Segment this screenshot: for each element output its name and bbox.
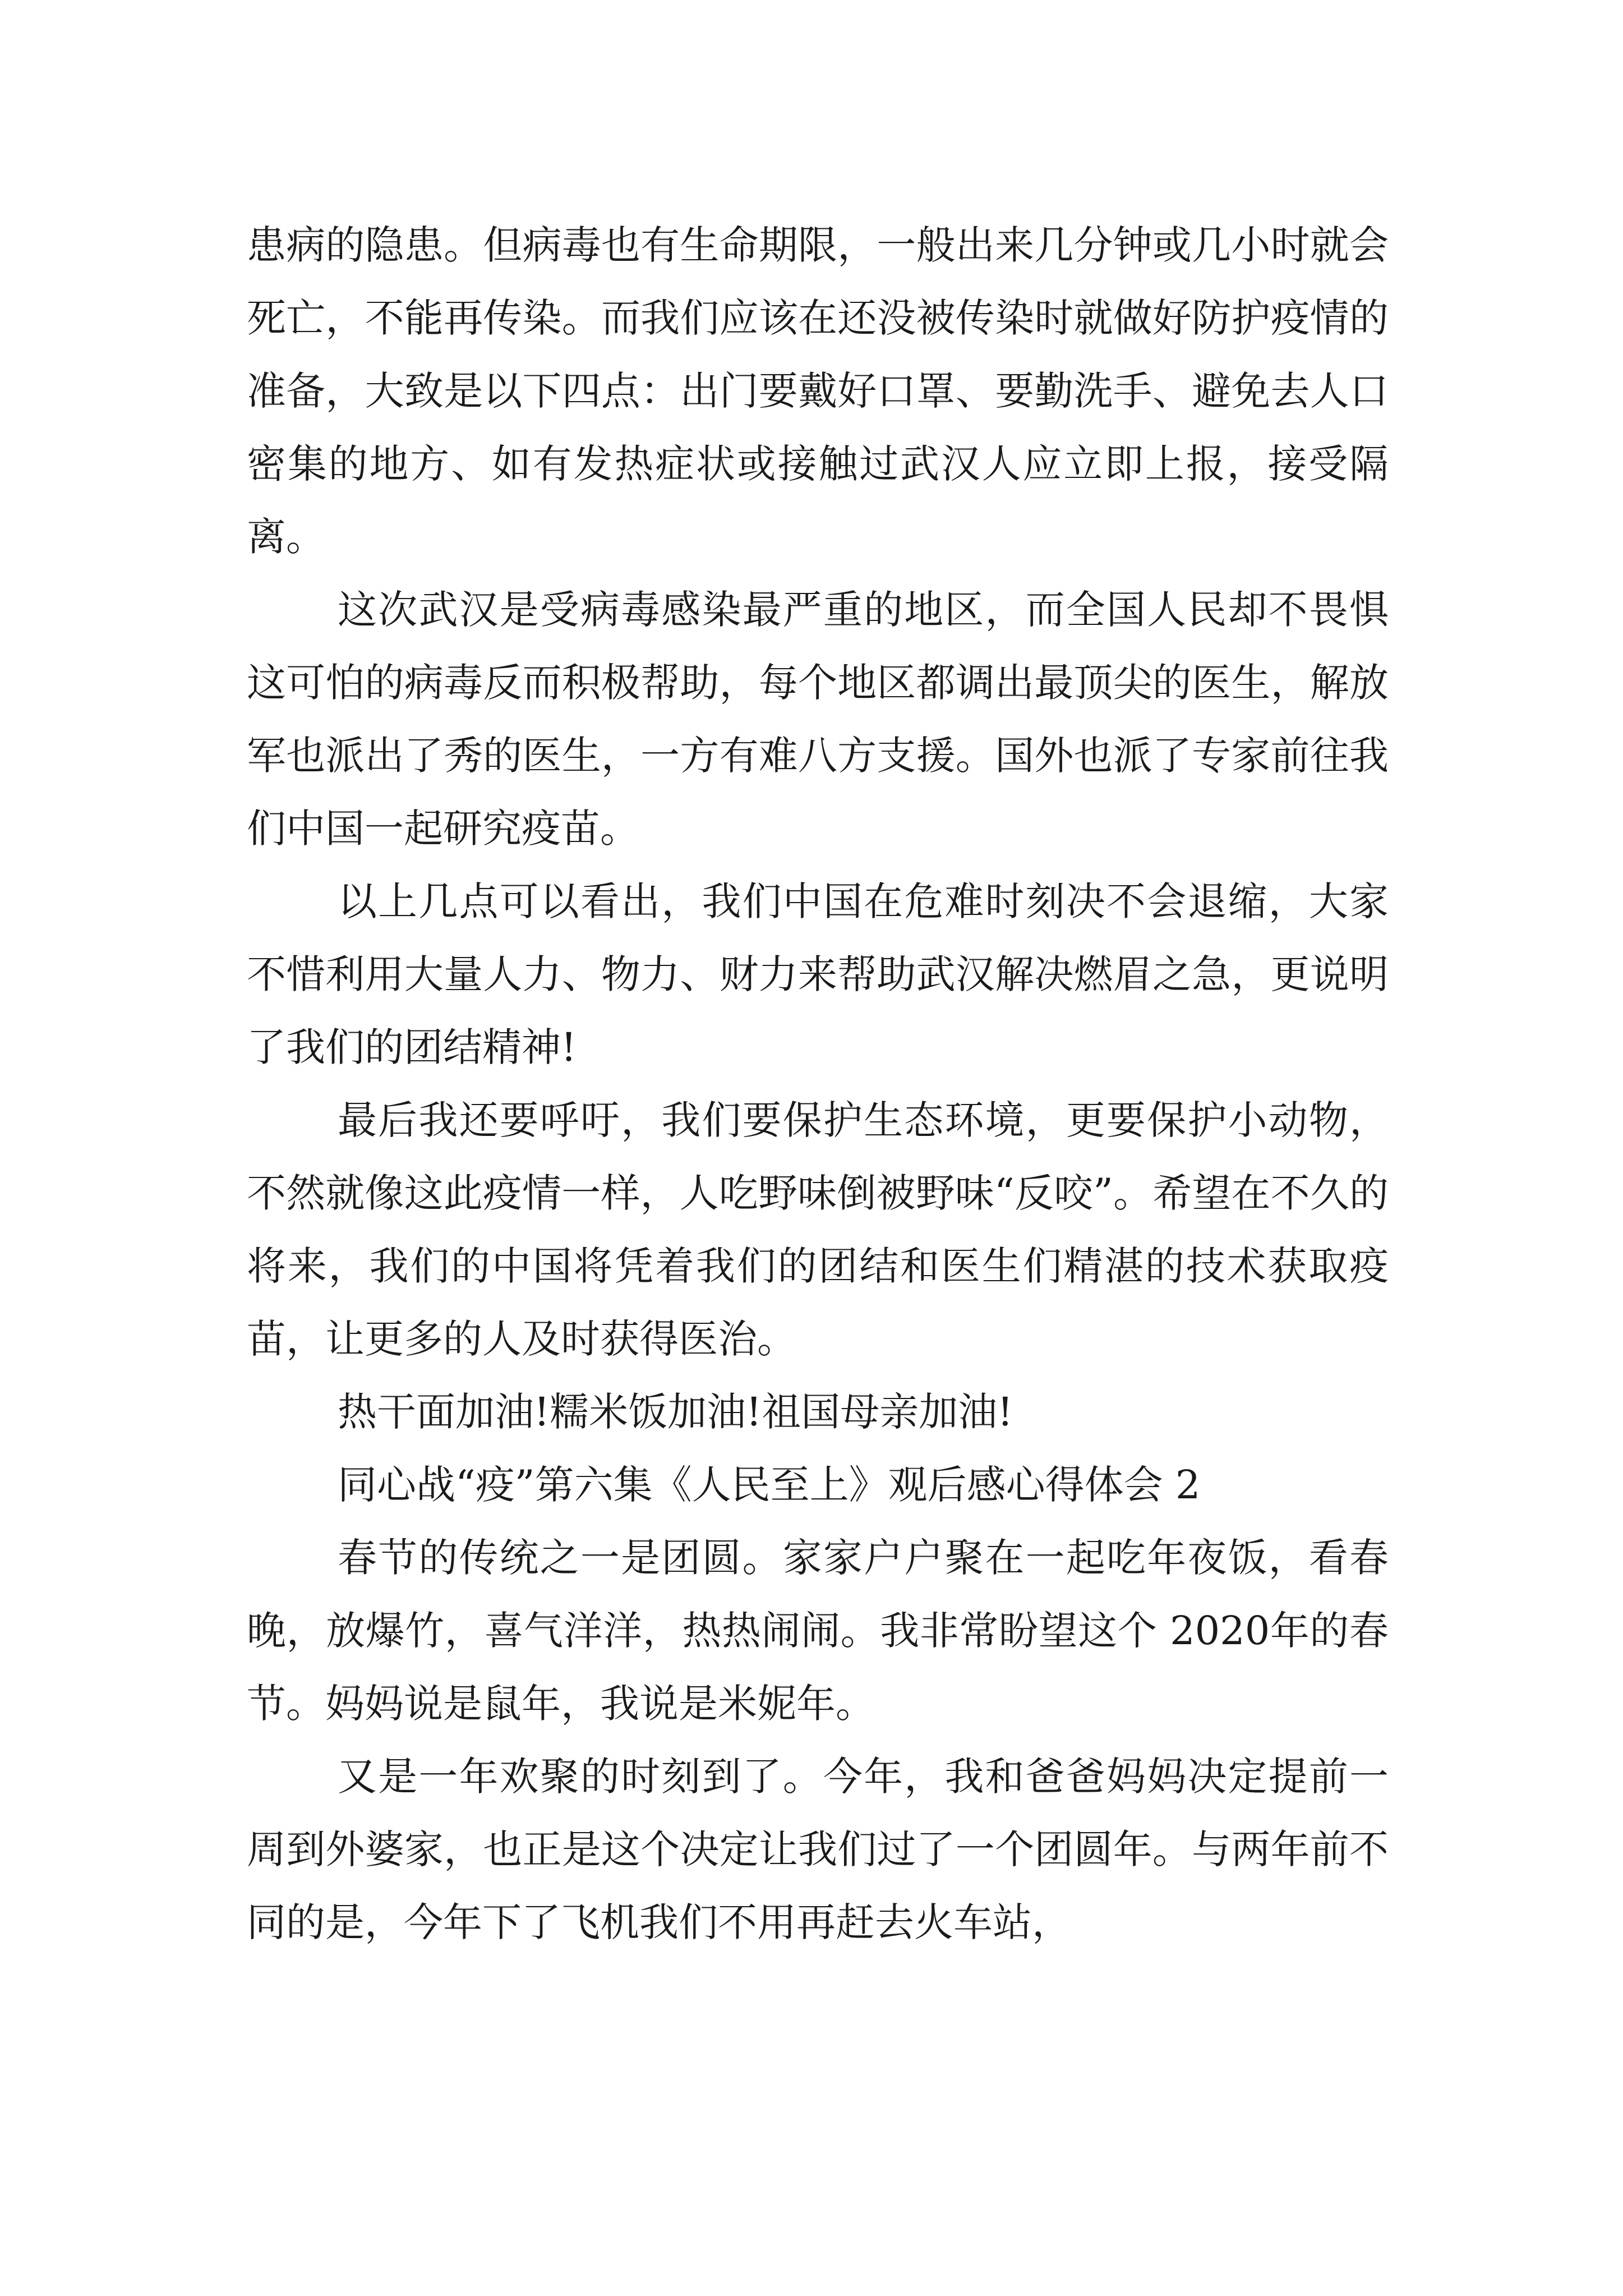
- paragraph-3: 以上几点可以看出，我们中国在危难时刻决不会退缩，大家不惜利用大量人力、物力、财力来帮助武汉解决燃眉之急，更说明了我们的团结精神!: [247, 878, 1389, 1070]
- paragraph-4: 最后我还要呼吁，我们要保护生态环境，更要保护小动物，不然就像这此疫情一样，人吃野味倒被野味“反咬”。希望在不久的将来，我们的中国将凭着我们的团结和医生们精湛的技术获取疫苗，让更多的人及时获得医治。: [247, 1097, 1389, 1362]
- document-body: [247, 209, 1389, 1959]
- paragraph-6: 春节的传统之一是团圆。家家户户聚在一起吃年夜饭，看春晚，放爆竹，喜气洋洋，热热闹闹。我非常盼望这个 2020年的春节。妈妈说是鼠年，我说是米妮年。: [247, 1535, 1389, 1727]
- paragraph-2: 这次武汉是受病毒感染最严重的地区，而全国人民却不畏惧这可怕的病毒反而积极帮助，每个地区都调出最顶尖的医生，解放军也派出了秀的医生，一方有难八方支援。国外也派了专家前往我们中国一起研究疫苗。: [247, 587, 1389, 852]
- paragraph-7: 又是一年欢聚的时刻到了。今年，我和爸爸妈妈决定提前一周到外婆家，也正是这个决定让我们过了一个团圆年。与两年前不同的是，今年下了飞机我们不用再赶去火车站，: [247, 1754, 1389, 1945]
- paragraph-5: 热干面加油!糯米饭加油!祖国母亲加油!: [338, 1389, 1013, 1435]
- section-heading: 同心战“疫”第六集《人民至上》观后感心得体会 2: [338, 1462, 1201, 1508]
- paragraph-1: 患病的隐患。但病毒也有生命期限，一般出来几分钟或几小时就会死亡，不能再传染。而我们应该在还没被传染时就做好防护疫情的准备，大致是以下四点：出门要戴好口罩、要勤洗手、避免去人口密集的地方、如有发热症状或接触过武汉人应立即上报，接受隔离。: [247, 222, 1389, 560]
